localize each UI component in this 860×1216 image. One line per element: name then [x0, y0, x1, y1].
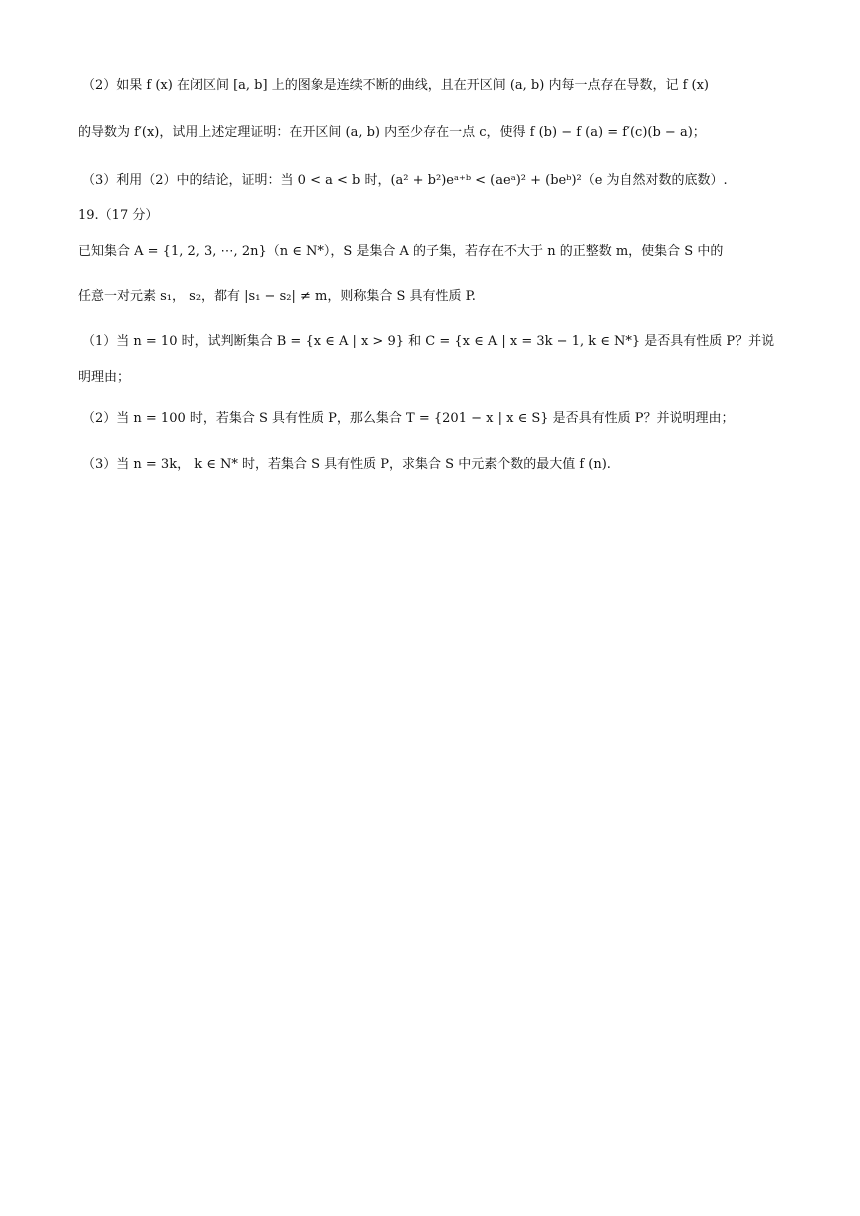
- q19-part3: （3）当 n = 3k， k ∈ N* 时，若集合 S 具有性质 P，求集合 S 中元素个数的最大值 f (n).: [82, 457, 611, 472]
- q19-part2: （2）当 n = 100 时，若集合 S 具有性质 P，那么集合 T = {201 − x | x ∈ S} 是否具有性质 P？并说明理由；: [82, 411, 735, 426]
- q19-stem-line2: 任意一对元素 s₁， s₂，都有 |s₁ − s₂| ≠ m，则称集合 S 具有性质 P.: [78, 289, 476, 304]
- q19-part1-line1: （1）当 n = 10 时，试判断集合 B = {x ∈ A | x > 9} 和 C = {x ∈ A | x = 3k − 1, k ∈ N*} 是否具有性质 P？并说: [82, 334, 775, 349]
- q18-part2-line2: 的导数为 f′(x)，试用上述定理证明：在开区间 (a, b) 内至少存在一点 c，使得 f (b) − f (a) = f′(c)(b − a)；: [78, 125, 706, 140]
- q19-stem-line1: 已知集合 A = {1, 2, 3, ⋯, 2n}（n ∈ N*），S 是集合 A 的子集，若存在不大于 n 的正整数 m，使集合 S 中的: [78, 244, 724, 259]
- q19-header: 19.（17 分）: [78, 208, 159, 223]
- q19-part1-line2: 明理由；: [78, 370, 131, 385]
- q18-part2-line1: （2）如果 f (x) 在闭区间 [a, b] 上的图象是连续不断的曲线，且在开区间 (a, b) 内每一点存在导数，记 f (x): [82, 78, 709, 93]
- q18-part3: （3）利用（2）中的结论，证明：当 0 < a < b 时，(a² + b²)eᵃ⁺ᵇ < (aeᵃ)² + (beᵇ)²（e 为自然对数的底数）.: [82, 173, 728, 188]
